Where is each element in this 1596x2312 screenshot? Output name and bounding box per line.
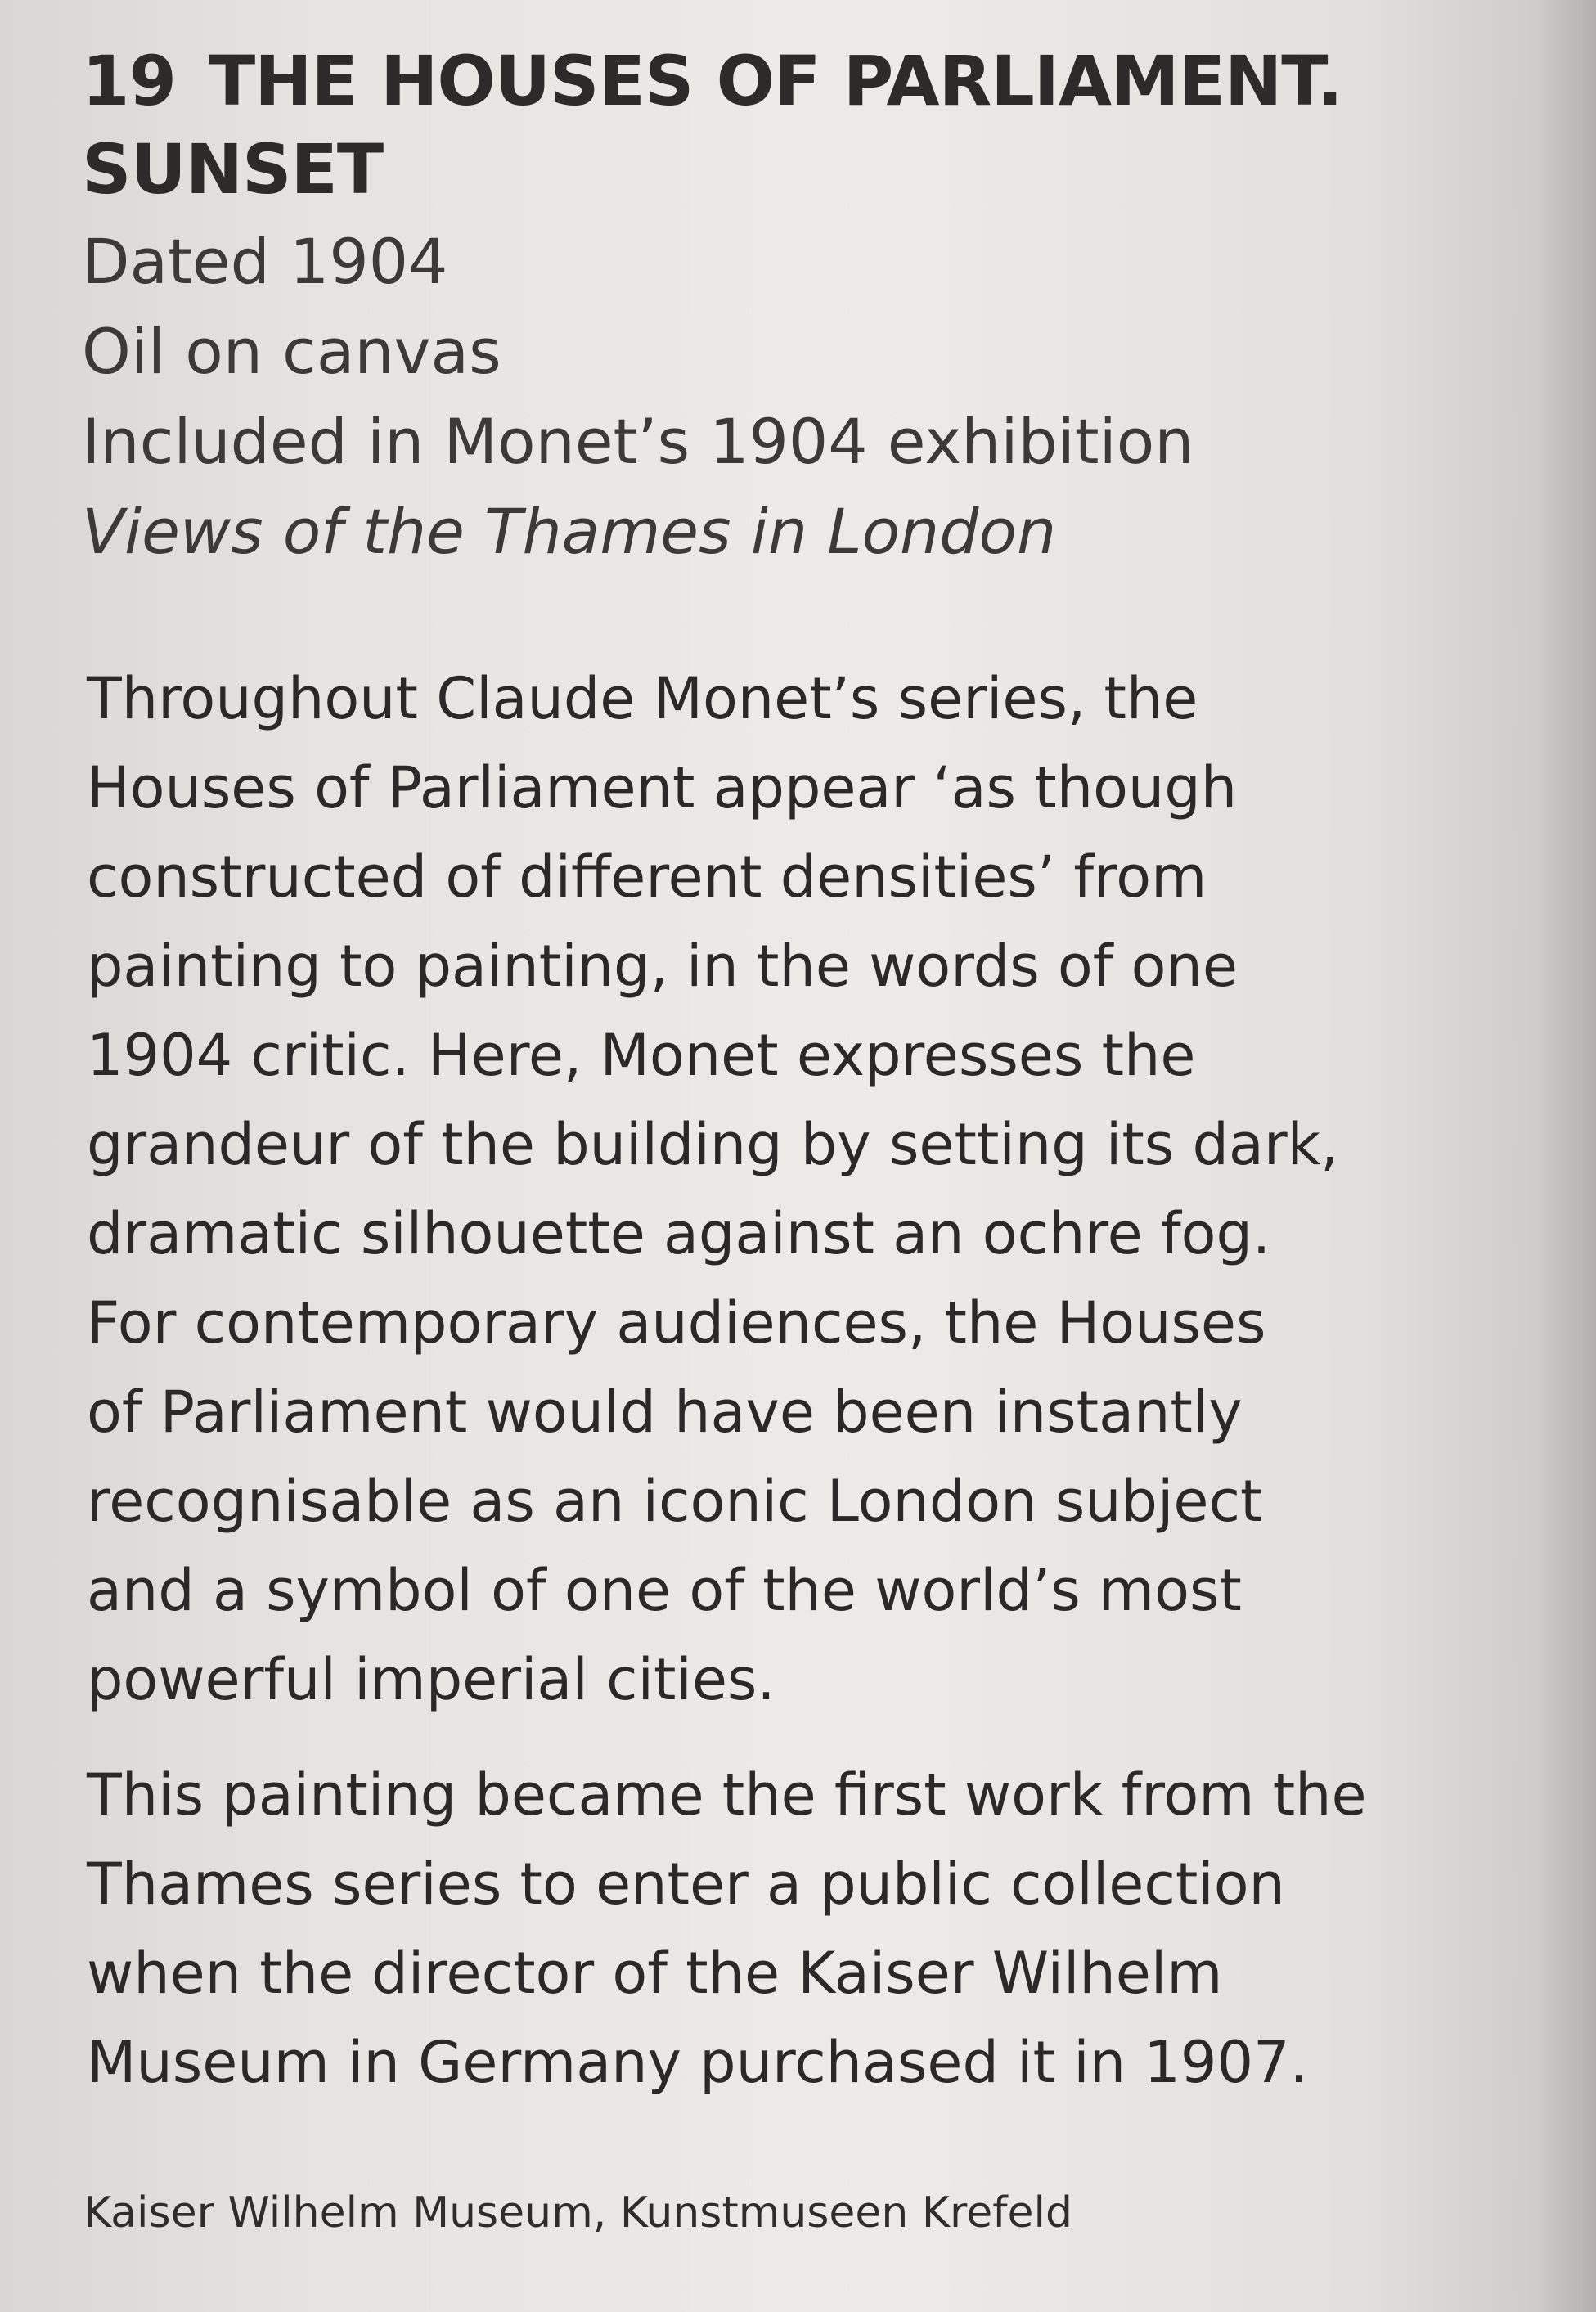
label-description [87, 654, 1543, 2107]
text-line: and a symbol of one of the world’s most [87, 1557, 1242, 1624]
page-edge-shadow [1539, 0, 1596, 2312]
label-header [82, 37, 1554, 577]
text-line: dramatic silhouette against an ochre fog. [87, 1200, 1271, 1267]
text-line: powerful imperial cities. [87, 1646, 776, 1713]
artwork-details [82, 217, 1554, 577]
artwork-medium: Oil on canvas [82, 315, 501, 388]
text-line: For contemporary audiences, the Houses [87, 1289, 1266, 1356]
collection-credit: Kaiser Wilhelm Museum, Kunstmuseen Krefeld [83, 2188, 1072, 2238]
title-line-2: SUNSET [82, 129, 384, 209]
text-line: painting to painting, in the words of one [87, 933, 1238, 1000]
exhibition-note: Included in Monet’s 1904 exhibition [82, 405, 1194, 478]
text-line: Thames series to enter a public collection [87, 1851, 1285, 1918]
exhibition-title: Views of the Thames in London [82, 495, 1057, 568]
text-line: Museum in Germany purchased it in 1907. [87, 2029, 1308, 2096]
text-line: Throughout Claude Monet’s series, the [87, 665, 1198, 732]
artwork-title [82, 37, 1554, 214]
artwork-date: Dated 1904 [82, 225, 448, 298]
text-line: recognisable as an iconic London subject [87, 1468, 1263, 1535]
description-paragraph-1 [87, 654, 1543, 1725]
text-line: This painting became the first work from the [87, 1761, 1367, 1828]
text-line: 1904 critic. Here, Monet expresses the [87, 1022, 1196, 1089]
text-line: constructed of different densities’ from [87, 843, 1207, 911]
text-line: Houses of Parliament appear ‘as though [87, 754, 1238, 821]
catalogue-number: 19 [82, 41, 176, 121]
description-paragraph-2 [87, 1751, 1543, 2107]
text-line: of Parliament would have been instantly [87, 1379, 1243, 1446]
text-line: grandeur of the building by setting its dark, [87, 1111, 1339, 1178]
title-line-1: THE HOUSES OF PARLIAMENT. [208, 41, 1342, 121]
text-line: when the director of the Kaiser Wilhelm [87, 1940, 1223, 2007]
